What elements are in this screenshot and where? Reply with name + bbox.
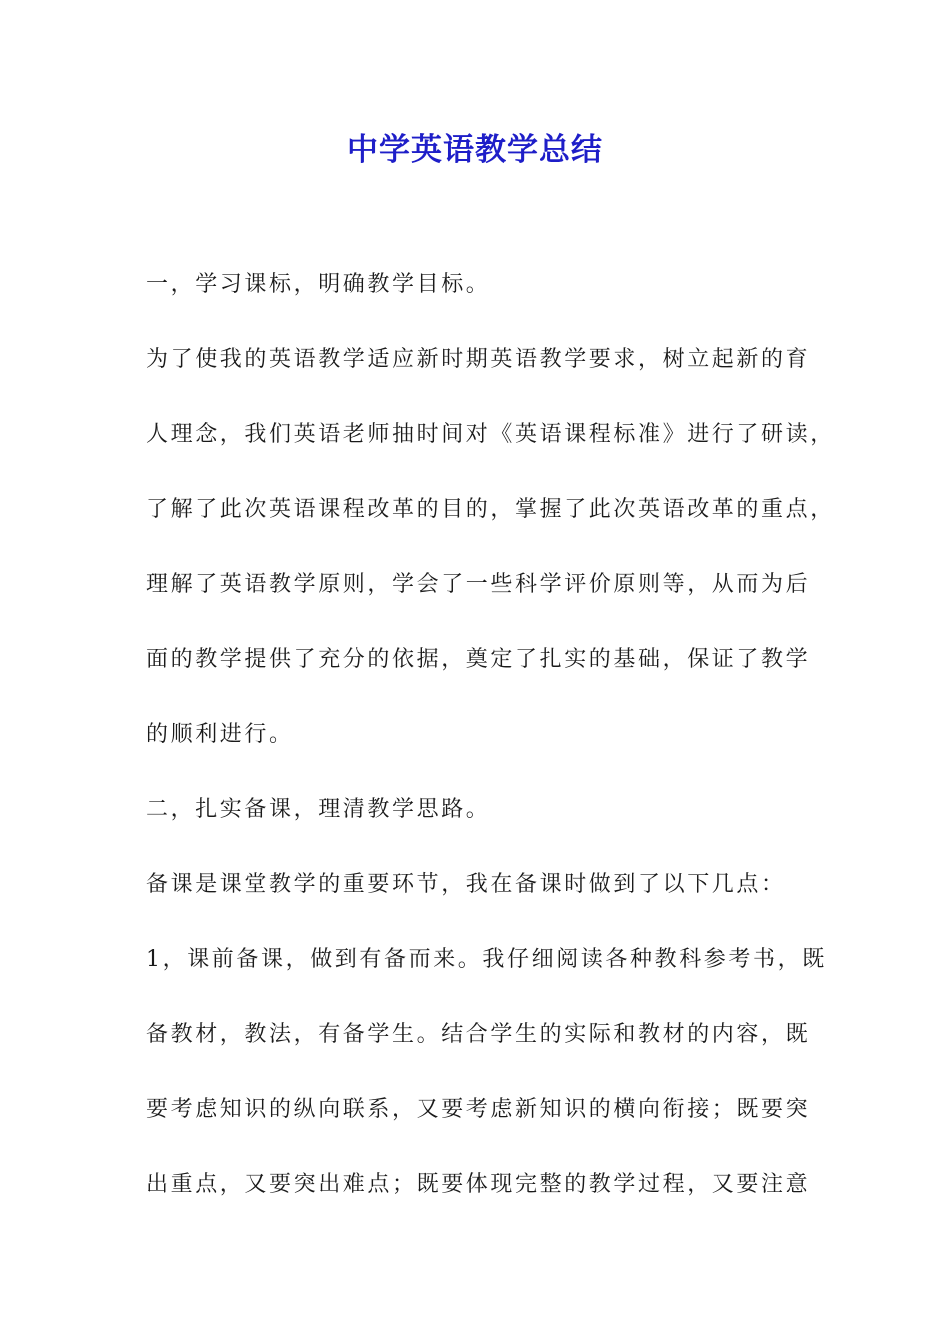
paragraph-line: 的顺利进行。 bbox=[146, 722, 294, 747]
paragraph-line: 人理念，我们英语老师抽时间对《英语课程标准》进行了研读， bbox=[146, 422, 835, 447]
paragraph-line: 面的教学提供了充分的依据，奠定了扎实的基础，保证了教学 bbox=[146, 647, 811, 672]
paragraph-line: 要考虑知识的纵向联系，又要考虑新知识的横向衔接；既要突 bbox=[146, 1097, 811, 1122]
section-heading-2: 二，扎实备课，理清教学思路。 bbox=[146, 797, 491, 822]
document-title: 中学英语教学总结 bbox=[347, 132, 603, 168]
paragraph-line: 出重点，又要突出难点；既要体现完整的教学过程，又要注意 bbox=[146, 1172, 811, 1197]
list-item-line: 1，课前备课，做到有备而来。我仔细阅读各种教科参考书，既 bbox=[146, 947, 827, 972]
paragraph-line: 了解了此次英语课程改革的目的，掌握了此次英语改革的重点， bbox=[146, 497, 835, 522]
paragraph-line: 备教材，教法，有备学生。结合学生的实际和教材的内容，既 bbox=[146, 1022, 811, 1047]
section-heading-1: 一，学习课标，明确教学目标。 bbox=[146, 272, 491, 297]
paragraph-line: 为了使我的英语教学适应新时期英语教学要求，树立起新的育 bbox=[146, 347, 811, 372]
paragraph-line: 理解了英语教学原则，学会了一些科学评价原则等，从而为后 bbox=[146, 572, 811, 597]
paragraph-line: 备课是课堂教学的重要环节，我在备课时做到了以下几点： bbox=[146, 872, 786, 897]
